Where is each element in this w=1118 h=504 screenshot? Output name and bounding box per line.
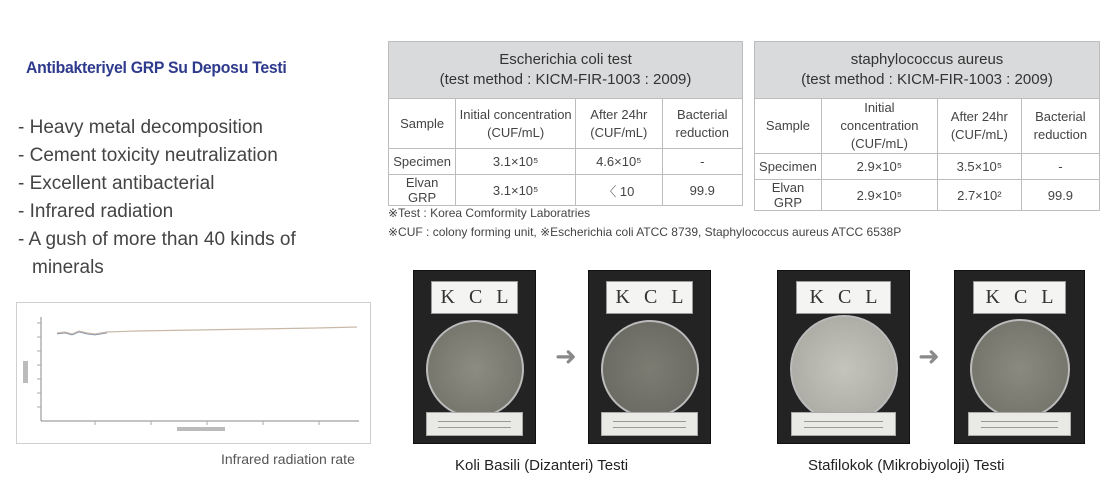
page-title: Antibakteriyel GRP Su Deposu Testi <box>26 58 287 77</box>
ecoli-before-photo <box>413 270 536 444</box>
col-header: After 24hr (CUF/mL) <box>937 99 1021 154</box>
kcl-card: KCL <box>606 281 693 314</box>
arrow-icon: ➜ <box>918 341 940 371</box>
feature-item: - Cement toxicity neutralization <box>18 145 278 166</box>
ecoli-title-line2: (test method : KICM-FIR-1003 : 2009) <box>439 71 692 88</box>
infrared-caption: Infrared radiation rate <box>221 451 355 467</box>
ecoli-table <box>388 41 743 206</box>
staph-before-photo <box>777 270 910 444</box>
table-cell: - <box>662 149 742 175</box>
staph-after-photo <box>954 270 1085 444</box>
ecoli-caption: Koli Basili (Dizanteri) Testi <box>455 457 629 474</box>
infrared-graph-plot <box>17 303 370 443</box>
table-cell: Elvan GRP <box>389 175 456 206</box>
arrow-icon: ➜ <box>555 341 577 371</box>
table-cell: Elvan GRP <box>755 180 822 211</box>
table-row <box>755 154 1100 180</box>
staph-title-line1: staphylococcus aureus <box>850 51 1004 68</box>
label-slip <box>791 412 896 436</box>
col-header: Initial concentration (CUF/mL) <box>821 99 937 154</box>
table-cell: 99.9 <box>1021 180 1099 211</box>
feature-item: - Heavy metal decomposition <box>18 117 263 138</box>
ecoli-title-line1: Escherichia coli test <box>499 51 632 68</box>
kcl-card: KCL <box>431 281 518 314</box>
table-cell: - <box>1021 154 1099 180</box>
feature-item: - Infrared radiation <box>18 201 174 222</box>
label-slip <box>426 412 523 436</box>
col-header: Sample <box>755 99 822 154</box>
petri-dish <box>601 320 699 418</box>
ecoli-after-photo <box>588 270 711 444</box>
petri-dish <box>790 315 898 423</box>
table-cell: 3.1×10⁵ <box>456 149 576 175</box>
table-cell: 〈 10 <box>576 175 662 206</box>
table-cell: 3.5×10⁵ <box>937 154 1021 180</box>
col-header: After 24hr (CUF/mL) <box>576 99 662 149</box>
label-slip <box>968 412 1071 436</box>
test-note: ※Test : Korea Comformity Laboratries <box>388 206 591 220</box>
petri-dish <box>970 319 1070 419</box>
staph-title-line2: (test method : KICM-FIR-1003 : 2009) <box>801 71 1053 88</box>
col-header: Bacterial reduction <box>1021 99 1099 154</box>
col-header: Sample <box>389 99 456 149</box>
feature-list <box>18 114 358 282</box>
table-cell: 4.6×10⁵ <box>576 149 662 175</box>
staph-table-title <box>755 42 1100 99</box>
kcl-card: KCL <box>973 281 1066 314</box>
feature-item: - Excellent antibacterial <box>18 173 215 194</box>
table-row <box>389 149 743 175</box>
table-cell: 2.9×10⁵ <box>821 180 937 211</box>
table-cell: 2.9×10⁵ <box>821 154 937 180</box>
feature-item: - A gush of more than 40 kinds of minerals <box>18 229 296 278</box>
table-cell: Specimen <box>389 149 456 175</box>
table-cell: 99.9 <box>662 175 742 206</box>
staph-table <box>754 41 1100 211</box>
table-row <box>755 180 1100 211</box>
col-header: Bacterial reduction <box>662 99 742 149</box>
petri-dish <box>426 320 524 418</box>
infrared-graph <box>16 302 371 444</box>
cuf-note: ※CUF : colony forming unit, ※Escherichia coli ATCC 8739, Staphylococcus aureus ATCC 6538P <box>388 225 902 239</box>
kcl-card: KCL <box>796 281 890 314</box>
label-slip <box>601 412 698 436</box>
ecoli-table-title <box>389 42 743 99</box>
table-cell: Specimen <box>755 154 822 180</box>
staph-caption: Stafilokok (Mikrobiyoloji) Testi <box>808 457 1005 474</box>
table-cell: 2.7×10² <box>937 180 1021 211</box>
col-header: Initial concentration (CUF/mL) <box>456 99 576 149</box>
table-cell: 3.1×10⁵ <box>456 175 576 206</box>
table-row <box>389 175 743 206</box>
